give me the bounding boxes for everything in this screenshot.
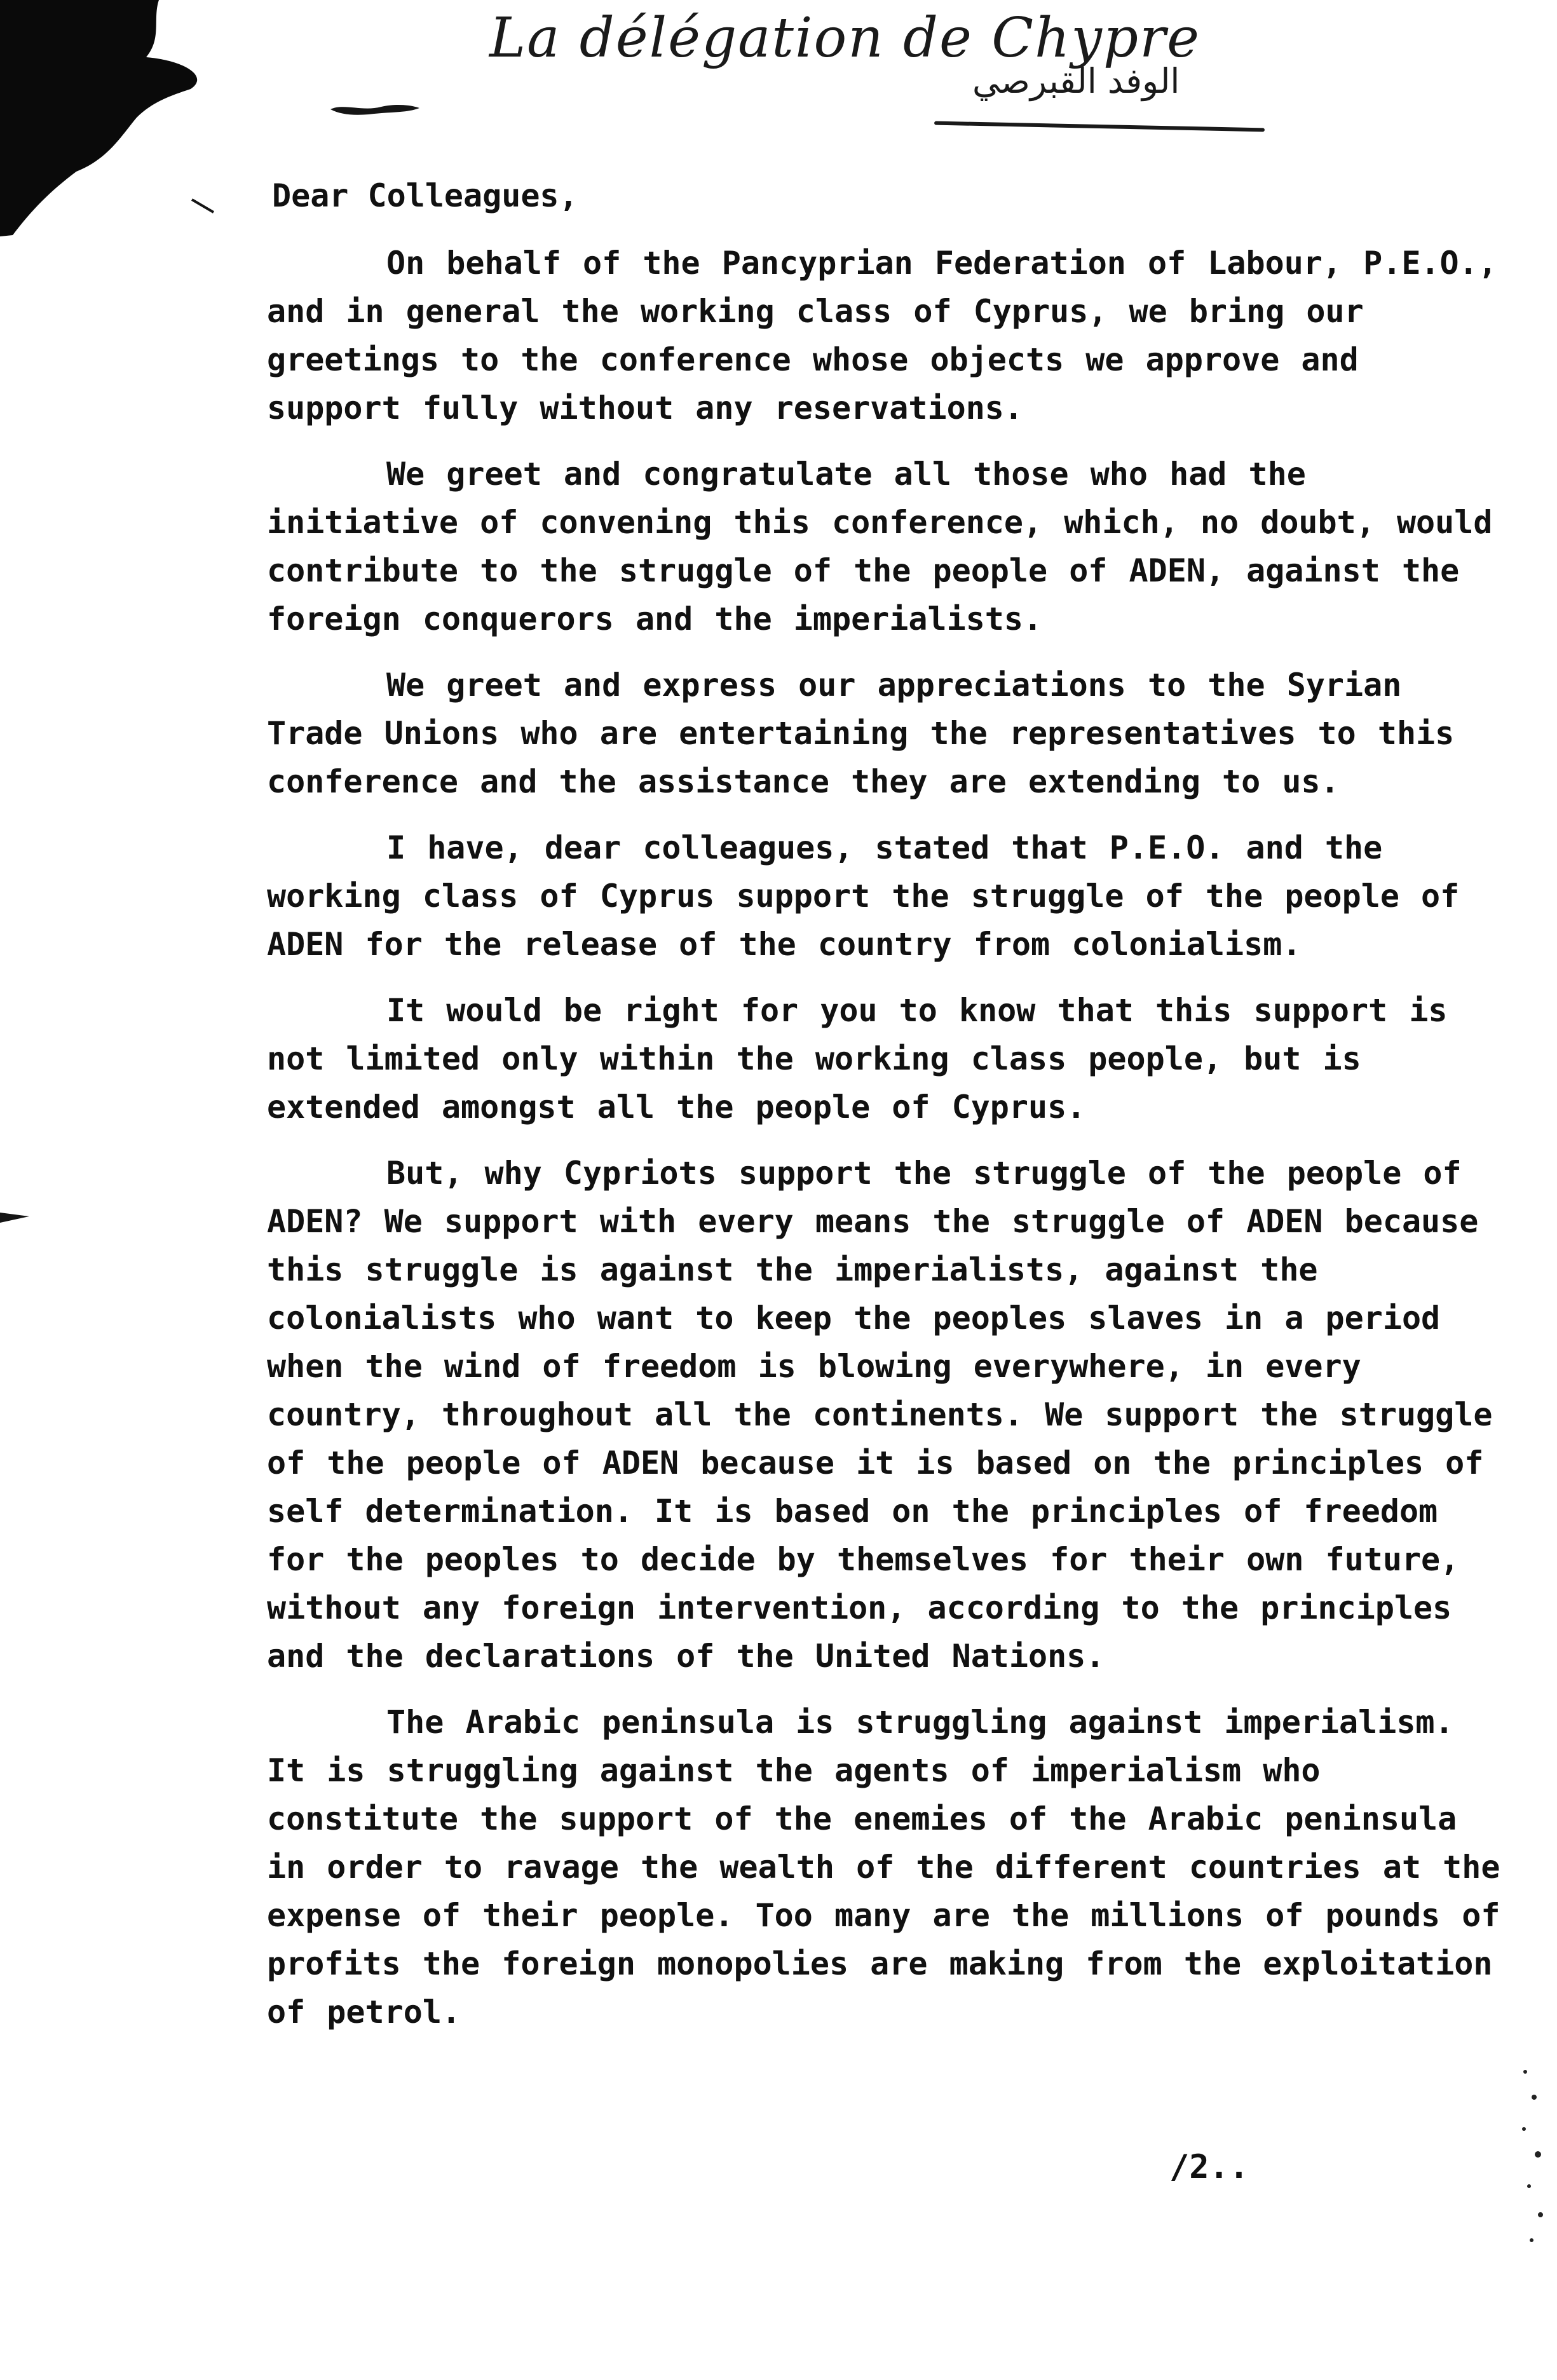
- scan-edge-noise: [1513, 2059, 1551, 2250]
- handwritten-annotation: [489, 0, 1290, 146]
- paragraph: The Arabic peninsula is struggling against imperialism. It is struggling against the agents of imperialism who constitute the support of the enemies of the Arabic peninsula in order to ravage the wealth of the different countries at the expense of their people. Too many are the millions of pounds of profits the foreign monopolies are making from the exploitation of petrol.: [267, 1704, 1500, 2030]
- scan-speck: [0, 1207, 32, 1227]
- salutation: Dear Colleagues,: [272, 177, 578, 214]
- handwritten-note-latin: La délégation de Chypre: [489, 6, 1201, 70]
- paragraph: I have, dear colleagues, stated that P.E.O. and the working class of Cyprus support the struggle of the people of ADEN for the release of the country from colonialism.: [267, 829, 1460, 963]
- letter-body: [267, 172, 1513, 2054]
- handwritten-note-arabic: الوفد القبرصي: [972, 61, 1180, 101]
- paragraph: On behalf of the Pancyprian Federation of Labour, P.E.O., and in general the working class of Cyprus, we bring our greetings to the conference whose objects we approve and support fully without any reservations.: [267, 245, 1497, 426]
- paragraph: We greet and congratulate all those who had the initiative of convening this conference, which, no doubt, would contribute to the struggle of the people of ADEN, against the foreign conquerors and the imperialists.: [267, 456, 1493, 637]
- page-continuation-marker: /2..: [1169, 2148, 1249, 2186]
- handwritten-underline: [934, 121, 1265, 132]
- paragraph: We greet and express our appreciations to the Syrian Trade Unions who are entertaining the representatives to this conference and the assistance they are extending to us.: [267, 667, 1455, 800]
- paragraph: It would be right for you to know that this support is not limited only within the working class people, but is extended amongst all the people of Cyprus.: [267, 992, 1448, 1125]
- scan-speck: [191, 197, 216, 216]
- paragraph: But, why Cypriots support the struggle of the people of ADEN? We support with every means the struggle of ADEN because this struggle is against the imperialists, against the colonialists who want to keep the peoples slaves in a period when the wind of freedom is blowing everywhere, in every country, throughout all the continents. We support the struggle of the people of ADEN because it is based on the principles of self determination. It is based on the principles of freedom for the peoples to decide by themselves for their own future, without any foreign intervention, according to the principles and the declarations of the United Nations.: [267, 1155, 1493, 1675]
- scan-speck: [324, 95, 426, 121]
